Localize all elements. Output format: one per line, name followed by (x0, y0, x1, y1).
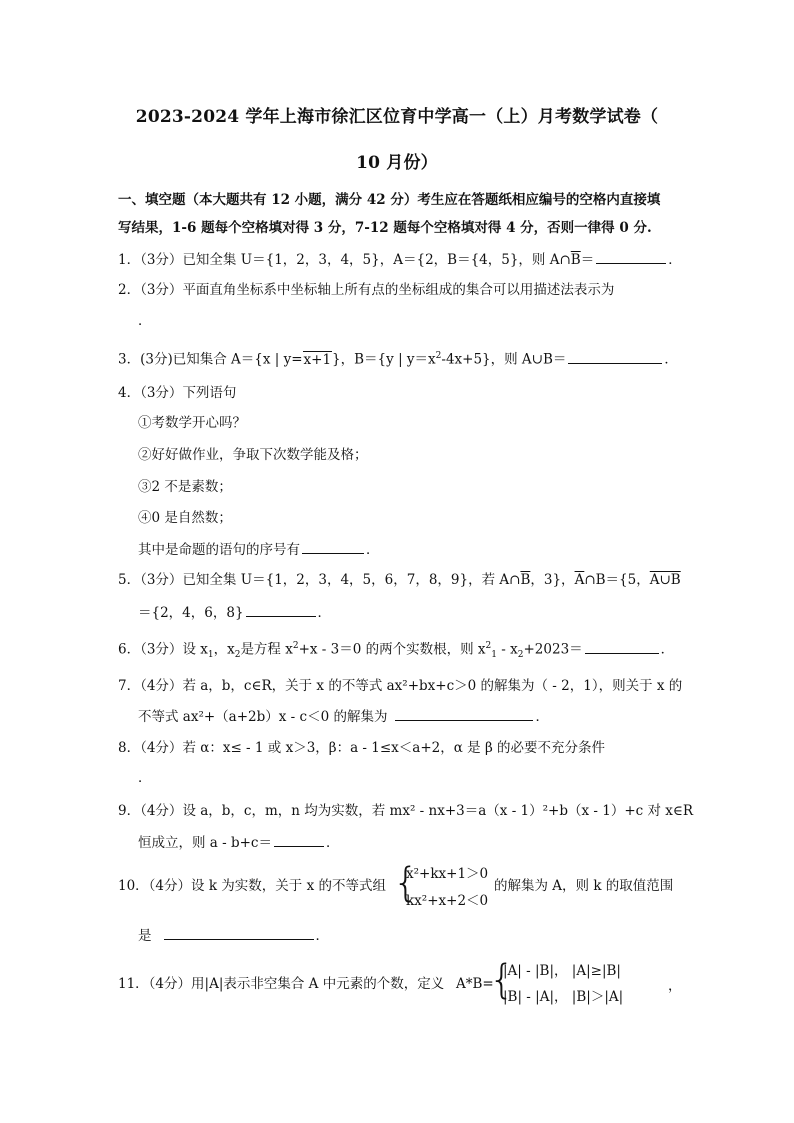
q4-item-2: ②好好做作业，争取下次数学能及格； (138, 447, 368, 463)
q11-case-2: |B| - |A|， |B|＞|A| (503, 989, 624, 1005)
q6-text4: +x - 3＝0 的两个实数根，则 x (298, 641, 486, 658)
q6-number: 6．（3分） (118, 641, 183, 658)
q5-answer-blank[interactable] (246, 602, 316, 617)
question-11 (118, 974, 444, 994)
q1-number: 1．（3分） (118, 252, 183, 268)
q2-text: 平面直角坐标系中坐标轴上所有点的坐标组成的集合可以用描述法表示为 (182, 282, 615, 298)
q1-text: 已知全集 U＝{1，2，3，4，5}，A＝{2，B＝{4，5}，则 A∩ (182, 252, 571, 268)
question-2 (118, 280, 614, 300)
q4-item-1: ①考数学开心吗？ (138, 415, 246, 431)
q5-text2: ，3}， (530, 572, 575, 588)
q4-ask-text: 其中是命题的语句的序号有 (138, 542, 300, 558)
q5-line2-text: ＝{2，4，6，8} (138, 605, 244, 621)
q6-text6: +2023＝ (523, 641, 583, 658)
q10-system-2: kx²+x+2＜0 (406, 893, 489, 909)
q3-answer-blank[interactable] (568, 349, 662, 364)
q3-sup: 2 (435, 351, 442, 361)
q10-line2-text: 是 (138, 928, 152, 944)
q1-answer-blank[interactable] (596, 249, 666, 264)
q8-end: ． (138, 770, 152, 786)
q4-answer-blank[interactable] (302, 539, 364, 554)
q11-def: A*B= (456, 976, 494, 992)
q9-line2 (138, 832, 340, 853)
q5-text3: ∩B＝{5， (584, 572, 650, 588)
q9-line2-text: 恒成立，则 a - b+c＝ (138, 835, 272, 851)
q3-text1: 已知集合 A＝{x | y= (172, 351, 303, 368)
q2-end: ． (138, 313, 152, 329)
q3-number: 3．(3分) (118, 351, 173, 368)
question-8 (118, 738, 605, 758)
q3-text3: -4x+5}，则 A∪B＝ (441, 351, 567, 368)
q5-complement-union: A∪B (649, 572, 681, 588)
q6-sub2: 2 (234, 650, 241, 661)
q5-line2 (138, 602, 331, 623)
q10-brace: { (393, 860, 419, 906)
q6-text2: ，x (213, 641, 235, 658)
q10-text2: 的解集为 A，则 k 的取值范围 (494, 878, 674, 894)
q4-item-3: ③2 不是素数； (138, 479, 232, 495)
q7-end: ． (535, 709, 549, 725)
q6-sub3: 1 (491, 650, 497, 661)
q7-line2-text: 不等式 ax²+（a+2b）x - c＜0 的解集为 (138, 709, 388, 725)
q7-answer-blank[interactable] (395, 706, 533, 721)
q1-complement-b: $\overline{B}$ (570, 252, 581, 268)
q5-complement-b: $\overline{B}$ (520, 572, 531, 588)
q4-text: 下列语句 (182, 385, 237, 401)
q5-end: ． (317, 605, 332, 621)
q7-line2 (138, 706, 549, 727)
q9-answer-blank[interactable] (274, 832, 324, 847)
q10-system-1: x²+kx+1＞0 (406, 866, 489, 882)
q10-number: 10．（4分） (118, 878, 192, 894)
question-5 (118, 570, 681, 590)
question-6 (118, 636, 674, 665)
question-4 (118, 383, 236, 403)
question-3 (118, 346, 678, 370)
q9-end: ． (326, 835, 340, 851)
q6-text3: 是方程 x (240, 641, 293, 658)
q3-end: ． (664, 351, 678, 368)
section-instructions-1: 一、填空题（本大题共有 12 小题，满分 42 分）考生应在答题纸相应编号的空格内直接填 (118, 192, 661, 208)
q10-answer-blank[interactable] (164, 925, 314, 940)
q6-answer-blank[interactable] (585, 639, 659, 654)
q1-end: ． (668, 252, 682, 268)
q6-sub4: 2 (517, 650, 524, 661)
q3-text2: }，B＝{y | y＝x (332, 351, 436, 368)
q6-end: ． (660, 641, 675, 658)
q11-text1: 用|A|表示非空集合 A 中元素的个数，定义 (191, 976, 445, 992)
q9-number: 9．（4分） (118, 803, 183, 819)
q11-brace: { (489, 957, 515, 1003)
q11-number: 11．（4分） (118, 976, 192, 992)
q2-number: 2．（3分） (118, 282, 183, 298)
q4-end: ． (366, 542, 380, 558)
q6-sub1: 1 (207, 650, 214, 661)
question-1 (118, 249, 682, 270)
q8-text: 若 α：x≤ - 1 或 x＞3，β：a - 1≤x＜a+2，α 是 β 的必要不充分条件 (182, 740, 606, 756)
exam-title-line1: 2023-2024 学年上海市徐汇区位育中学高一（上）月考数学试卷（ (135, 107, 659, 127)
q3-sqrt: x+1 (303, 351, 332, 368)
q4-item-4: ④0 是自然数； (138, 510, 232, 526)
q1-eq: ＝ (580, 252, 595, 268)
question-7 (118, 676, 682, 696)
q6-sup: 2 (292, 641, 299, 651)
question-10 (118, 876, 386, 896)
q9-line1: 设 a，b，c，m，n 均为实数，若 mx² - nx+3＝a（x - 1）²+b（x - 1）+c 对 x∈R (182, 803, 694, 819)
question-9 (118, 801, 693, 821)
q7-number: 7．（4分） (118, 678, 183, 694)
q10-line2 (138, 925, 329, 946)
section-instructions-2: 写结果，1-6 题每个空格填对得 3 分，7-12 题每个空格填对得 4 分，否则一律得 0 分. (118, 220, 652, 236)
q5-complement-a: $\overline{A}$ (574, 572, 585, 588)
q5-text1: 已知全集 U＝{1，2，3，4，5，6，7，8，9}，若 A∩ (182, 572, 521, 588)
q5-number: 5．（3分） (118, 572, 183, 588)
exam-title-line2: 10 月份） (356, 153, 438, 173)
q11-tail: ， (668, 978, 682, 994)
q4-number: 4．（3分） (118, 385, 183, 401)
q10-end: ． (315, 928, 329, 944)
q4-ask (138, 539, 380, 560)
q6-text5: - x (497, 641, 518, 658)
q11-case-1: |A| - |B|， |A|≥|B| (503, 963, 621, 979)
q6-sup2: 2 (485, 641, 492, 651)
q8-number: 8．（4分） (118, 740, 183, 756)
q10-text1: 设 k 为实数，关于 x 的不等式组 (191, 878, 386, 894)
q7-line1: 若 a，b，c∈R，关于 x 的不等式 ax²+bx+c＞0 的解集为（ - 2，1），则关于 x 的 (182, 678, 683, 694)
q6-text1: 设 x (182, 641, 208, 658)
